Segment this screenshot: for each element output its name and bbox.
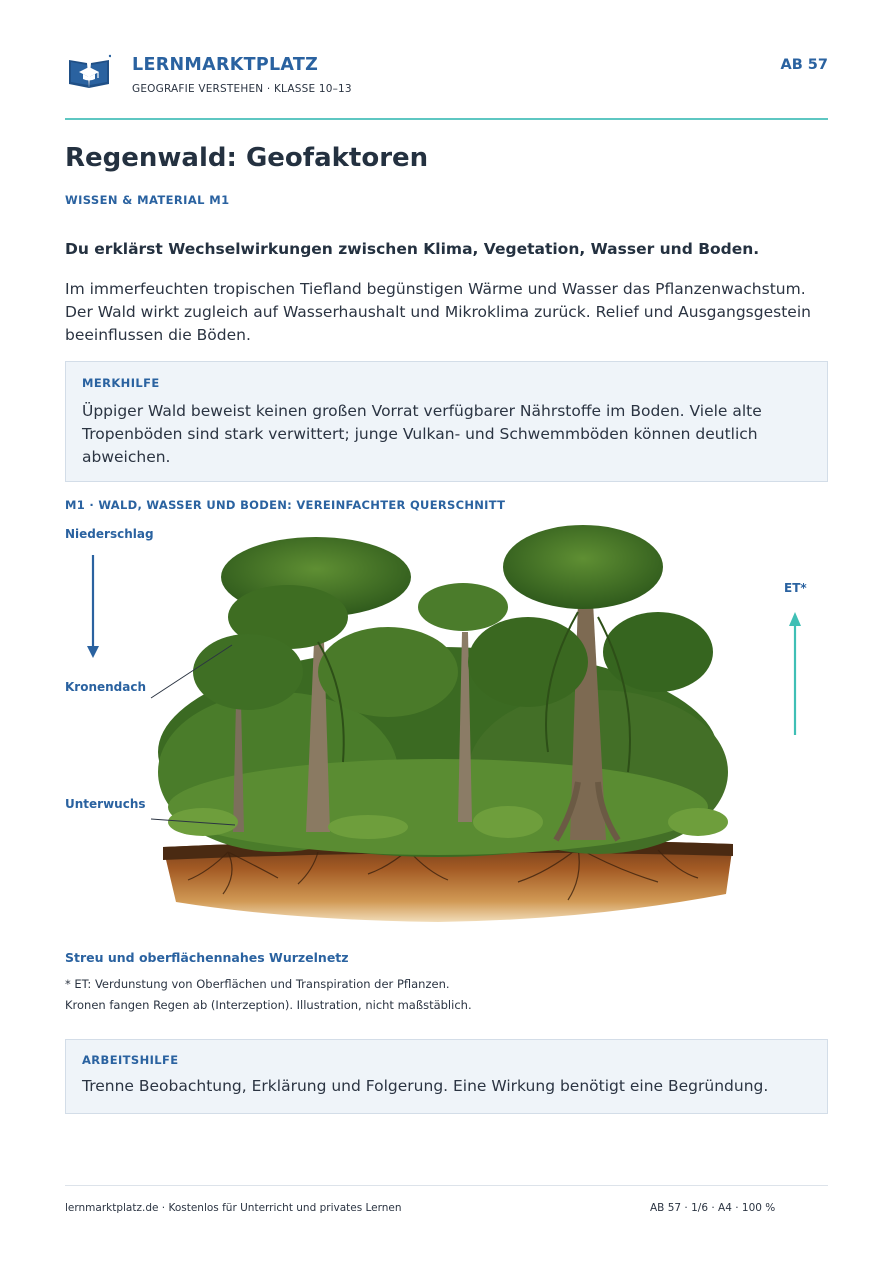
figure-note-scale: Kronen fangen Regen ab (Interzeption). Illustration, nicht maßstäblich. (65, 998, 472, 1012)
merkhilfe-label: MERKHILFE (82, 376, 160, 390)
merkhilfe-text: Üppiger Wald beweist keinen großen Vorrat verfügbarer Nährstoffe im Boden. Viele alte Tropenböden sind stark verwittert; junge Vulkan- und Schwemmböden können deutlich abweichen. (82, 402, 762, 466)
footer-page-info: AB 57 · 1/6 · A4 · 100 % (650, 1202, 776, 1214)
sheet-number: AB 57 (780, 57, 828, 73)
label-unterwuchs: Unterwuchs (65, 797, 146, 811)
learning-goal: Du erklärst Wechselwirkungen zwischen Klima, Vegetation, Wasser und Boden. (65, 240, 760, 258)
graduation-cap-book-icon (67, 54, 111, 90)
merkhilfe-box (65, 361, 828, 482)
page-header (65, 52, 828, 102)
figure-title: M1 · WALD, WASSER UND BODEN: VEREINFACHTER QUERSCHNITT (65, 498, 506, 512)
label-et: ET* (784, 581, 807, 595)
header-divider (65, 118, 828, 120)
footer-source: lernmarktplatz.de · Kostenlos für Unterricht und privates Lernen (65, 1202, 402, 1214)
figure-caption: Streu und oberflächennahes Wurzelnetz (65, 950, 349, 965)
intro-paragraph: Im immerfeuchten tropischen Tiefland begünstigen Wärme und Wasser das Pflanzenwachstum. Der Wald wirkt zugleich auf Wasserhaushalt und Mikroklima zurück. Relief und Ausgangsgestein beeinflussen die Böden. (65, 280, 811, 344)
section-kicker: WISSEN & MATERIAL M1 (65, 193, 230, 207)
arbeitshilfe-text: Trenne Beobachtung, Erklärung und Folgerung. Eine Wirkung benötigt eine Begründung. (82, 1077, 769, 1095)
brand-name: LERNMARKTPLATZ (132, 55, 319, 75)
figure-note-et: * ET: Verdunstung von Oberflächen und Transpiration der Pflanzen. (65, 977, 450, 991)
arbeitshilfe-label: ARBEITSHILFE (82, 1053, 179, 1067)
label-niederschlag: Niederschlag (65, 527, 154, 541)
rainforest-illustration (138, 522, 753, 934)
footer-divider (65, 1185, 828, 1186)
label-kronendach: Kronendach (65, 680, 147, 694)
page-title: Regenwald: Geofaktoren (65, 143, 429, 173)
brand-subtitle: GEOGRAFIE VERSTEHEN · KLASSE 10–13 (132, 83, 352, 95)
arbeitshilfe-box (65, 1039, 828, 1114)
